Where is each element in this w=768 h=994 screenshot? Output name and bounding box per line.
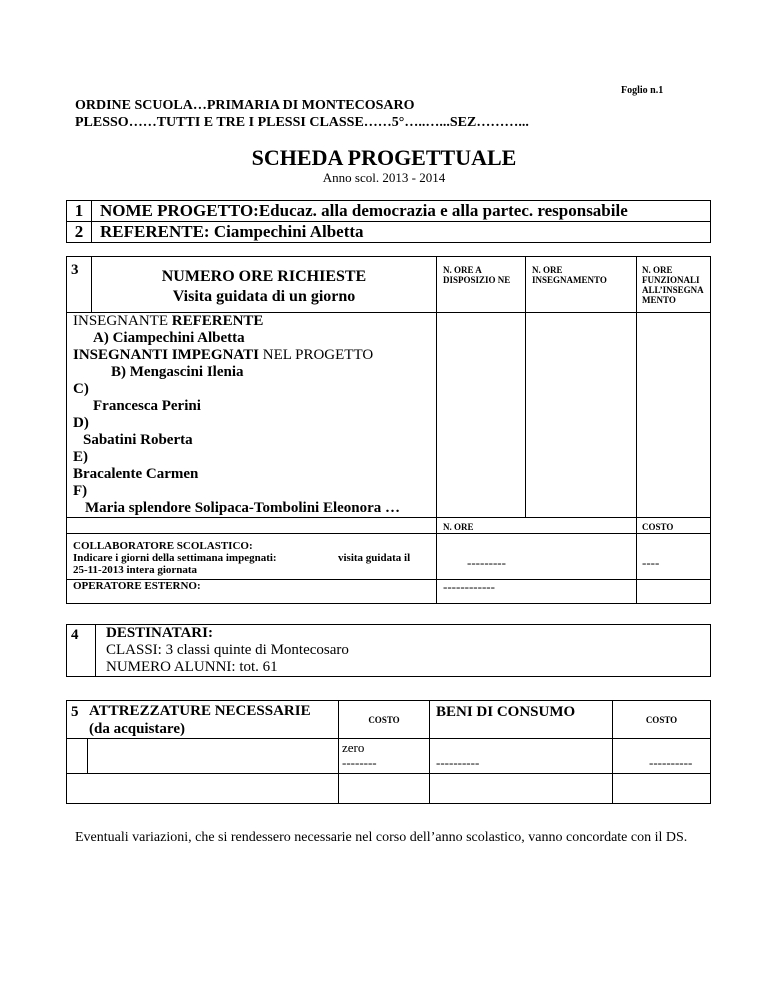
- equip-blank-2: [339, 774, 430, 804]
- teachers-cell: [67, 313, 437, 518]
- hours-subtitle: Visita guidata di un giorno: [172, 288, 356, 305]
- project-name: NOME PROGETTO:Educaz. alla democrazia e alla partec. responsabile: [92, 201, 711, 222]
- collaborator-title: COLLABORATORE SCOLASTICO:: [73, 540, 253, 552]
- project-referent: REFERENTE: Ciampechini Albetta: [92, 222, 711, 243]
- equip-blank-4: [613, 774, 711, 804]
- teacher-e-label: E): [73, 449, 88, 465]
- external-operator-hours: ------------: [437, 580, 637, 604]
- equipment-cost-header: COSTO: [339, 701, 430, 739]
- recipients-cell: [96, 625, 711, 677]
- equip-blank-3: [430, 774, 613, 804]
- header-line2: PLESSO……TUTTI E TRE I PLESSI CLASSE……5°…..…...SEZ………...: [75, 115, 529, 130]
- hours-functional-cell: [637, 313, 711, 518]
- col-hours-available: N. ORE A DISPOSIZIO NE: [437, 257, 526, 313]
- sheet-number: Foglio n.1: [621, 85, 664, 96]
- consumables-header: BENI DI CONSUMO: [430, 701, 613, 739]
- collaborator-days: Indicare i giorni della settimana impegnati: visita guidata il: [73, 552, 411, 564]
- blank-cell: [67, 518, 437, 534]
- col-hours-functional: N. ORE FUNZIONALI ALL’INSEGNA MENTO: [637, 257, 711, 313]
- teacher-b: B) Mengascini Ilenia: [111, 364, 244, 380]
- col-n-ore: N. ORE: [437, 518, 637, 534]
- external-operator-cost: [637, 580, 711, 604]
- equipment-subtitle: (da acquistare): [89, 721, 185, 737]
- hours-table: [66, 256, 711, 604]
- equipment-table: [66, 700, 711, 804]
- equip-blank-1: [67, 774, 339, 804]
- recipients-table: [66, 624, 711, 677]
- collaborator-cell: [67, 534, 437, 580]
- collaborator-cost: ----: [637, 534, 711, 580]
- equipment-header: [67, 701, 339, 739]
- teacher-c: Francesca Perini: [93, 398, 201, 414]
- hours-header: [92, 257, 437, 313]
- external-operator-label: OPERATORE ESTERNO:: [67, 580, 437, 604]
- collaborator-hours: ---------: [437, 534, 637, 580]
- referent-label: INSEGNANTE REFERENTE: [73, 313, 264, 329]
- hours-available-cell: [437, 313, 526, 518]
- hours-title: NUMERO ORE RICHIESTE: [161, 268, 367, 285]
- project-table: [66, 200, 711, 243]
- equip-num-cell: [67, 739, 88, 774]
- teacher-f: Maria splendore Solipaca-Tombolini Eleonora …: [85, 500, 401, 516]
- equipment-title: ATTREZZATURE NECESSARIE: [89, 703, 311, 719]
- teachers-involved-label: INSEGNANTI IMPEGNATI NEL PROGETTO: [73, 347, 374, 363]
- consumables-cell: ----------: [430, 739, 613, 774]
- teacher-f-label: F): [73, 483, 88, 499]
- section-1-number: 1: [67, 201, 92, 222]
- teacher-e: Bracalente Carmen: [73, 466, 199, 482]
- section-3-number: 3: [67, 257, 92, 313]
- hours-teaching-cell: [526, 313, 637, 518]
- consumables-cost-cell: ----------: [613, 739, 711, 774]
- equip-cost-cell: zero --------: [339, 739, 430, 774]
- teacher-d-label: D): [73, 415, 89, 431]
- recipients-title: DESTINATARI:: [106, 625, 213, 641]
- col-hours-teaching: N. ORE INSEGNAMENTO: [526, 257, 637, 313]
- school-header: [75, 97, 529, 131]
- section-5-number: 5: [71, 704, 79, 720]
- teacher-c-label: C): [73, 381, 89, 397]
- school-year: Anno scol. 2013 - 2014: [322, 170, 446, 185]
- section-4-number: 4: [67, 625, 96, 677]
- recipients-students: NUMERO ALUNNI: tot. 61: [106, 659, 278, 675]
- teacher-a: A) Ciampechini Albetta: [93, 330, 245, 346]
- equip-item-cell: [88, 739, 339, 774]
- header-line1: ORDINE SCUOLA…PRIMARIA DI MONTECOSARO: [75, 98, 415, 113]
- col-costo: COSTO: [637, 518, 711, 534]
- teacher-d: Sabatini Roberta: [83, 432, 193, 448]
- section-2-number: 2: [67, 222, 92, 243]
- page-title: SCHEDA PROGETTUALE: [251, 145, 517, 170]
- collaborator-date: 25-11-2013 intera giornata: [73, 564, 198, 576]
- recipients-classes: CLASSI: 3 classi quinte di Montecosaro: [106, 642, 349, 658]
- consumables-cost-header: COSTO: [613, 701, 711, 739]
- footer-note: Eventuali variazioni, che si rendessero necessarie nel corso dell’anno scolastico, vanno concordate con il DS.: [75, 830, 688, 845]
